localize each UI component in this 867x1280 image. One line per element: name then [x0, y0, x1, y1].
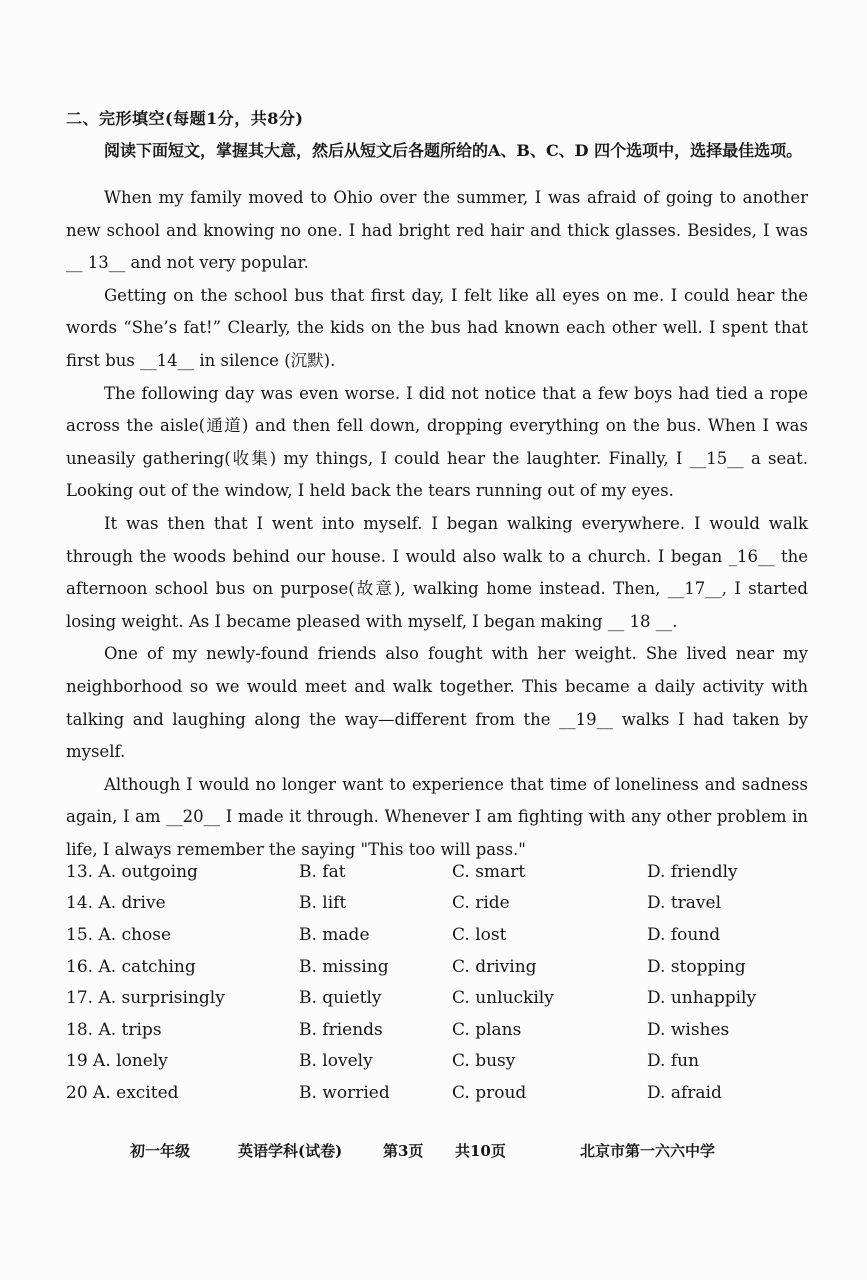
option-a: 13. A. outgoing	[66, 861, 198, 882]
option-c: C. unluckily	[452, 988, 554, 1009]
question-row	[66, 1014, 816, 1046]
passage-paragraph: Although I would no longer want to experience that time of loneliness and sadness again, I am __20__ I made it through. Whenever I am fighting with any other problem in life, I always remember the saying "This too will pass."	[66, 774, 808, 859]
instructions: 阅读下面短文，掌握其大意，然后从短文后各题所给的A、B、C、D 四个选项中，选择最佳选项。	[104, 141, 803, 160]
answer-options	[66, 856, 816, 1109]
passage-paragraph: When my family moved to Ohio over the summer, I was afraid of going to another new school and knowing no one. I had bright red hair and thick glasses. Besides, I was __ 13__ and not very popular.	[66, 188, 808, 273]
option-a: 20 A. excited	[66, 1082, 179, 1103]
option-b: B. lift	[299, 893, 347, 914]
option-b: B. worried	[299, 1082, 390, 1103]
section-title: 二、完形填空(每题1分，共8分)	[66, 109, 304, 128]
option-a: 19 A. lonely	[66, 1051, 168, 1072]
question-row	[66, 1077, 816, 1109]
footer-grade: 初一年级	[130, 1142, 191, 1160]
option-c: C. ride	[452, 893, 510, 914]
option-d: D. friendly	[647, 861, 738, 882]
footer-school: 北京市第一六六中学	[580, 1142, 716, 1160]
option-b: B. fat	[299, 861, 346, 882]
question-row	[66, 982, 816, 1014]
option-b: B. quietly	[299, 988, 382, 1009]
passage-paragraph: Getting on the school bus that first day, I felt like all eyes on me. I could hear the words “She’s fat!” Clearly, the kids on the bus had known each other well. I spent that first bus __14__ in silence (沉默).	[66, 285, 808, 370]
question-row	[66, 919, 816, 951]
option-c: C. plans	[452, 1019, 522, 1040]
footer-page-number: 第3页	[383, 1142, 424, 1160]
option-c: C. busy	[452, 1051, 516, 1072]
page-footer	[0, 1140, 867, 1162]
passage-paragraph: One of my newly-found friends also fought with her weight. She lived near my neighborhood so we would meet and walk together. This became a daily activity with talking and laughing along the way—different from the __19__ walks I had taken by myself.	[66, 644, 808, 762]
question-number: 20	[66, 1082, 88, 1103]
question-row	[66, 856, 816, 888]
option-c: C. driving	[452, 956, 537, 977]
question-number: 13.	[66, 861, 94, 882]
question-number: 15.	[66, 924, 94, 945]
option-c: C. smart	[452, 861, 526, 882]
question-number: 19	[66, 1051, 88, 1072]
option-a: 14. A. drive	[66, 893, 166, 914]
option-d: D. unhappily	[647, 988, 757, 1009]
option-d: D. found	[647, 924, 721, 945]
option-a: 17. A. surprisingly	[66, 988, 225, 1009]
option-d: D. fun	[647, 1051, 700, 1072]
passage-paragraph: The following day was even worse. I did not notice that a few boys had tied a rope across the aisle(通道) and then fell down, dropping everything on the bus. When I was uneasily gathering(收集) my things, I could hear the laughter. Finally, I __15__ a seat. Looking out of the window, I held back the tears running out of my eyes.	[66, 383, 808, 501]
passage	[66, 182, 808, 866]
option-d: D. travel	[647, 893, 722, 914]
option-a: 18. A. trips	[66, 1019, 162, 1040]
option-d: D. stopping	[647, 956, 746, 977]
passage-paragraph: It was then that I went into myself. I began walking everywhere. I would walk through the woods behind our house. I would also walk to a church. I began _16__ the afternoon school bus on purpose(故意), walking home instead. Then, __17__, I started losing weight. As I became pleased with myself, I began making __ 18 __.	[66, 513, 808, 631]
option-d: D. wishes	[647, 1019, 730, 1040]
option-a: 15. A. chose	[66, 924, 172, 945]
option-b: B. made	[299, 924, 370, 945]
option-b: B. lovely	[299, 1051, 373, 1072]
question-number: 16.	[66, 956, 94, 977]
question-number: 17.	[66, 988, 94, 1009]
question-number: 18.	[66, 1019, 94, 1040]
question-number: 14.	[66, 893, 94, 914]
option-b: B. missing	[299, 956, 389, 977]
question-row	[66, 951, 816, 983]
option-a: 16. A. catching	[66, 956, 196, 977]
option-c: C. lost	[452, 924, 507, 945]
question-row	[66, 888, 816, 920]
option-d: D. afraid	[647, 1082, 722, 1103]
option-b: B. friends	[299, 1019, 383, 1040]
footer-total-pages: 共10页	[455, 1142, 506, 1160]
question-row	[66, 1046, 816, 1078]
footer-subject: 英语学科(试卷)	[238, 1142, 343, 1160]
option-c: C. proud	[452, 1082, 527, 1103]
